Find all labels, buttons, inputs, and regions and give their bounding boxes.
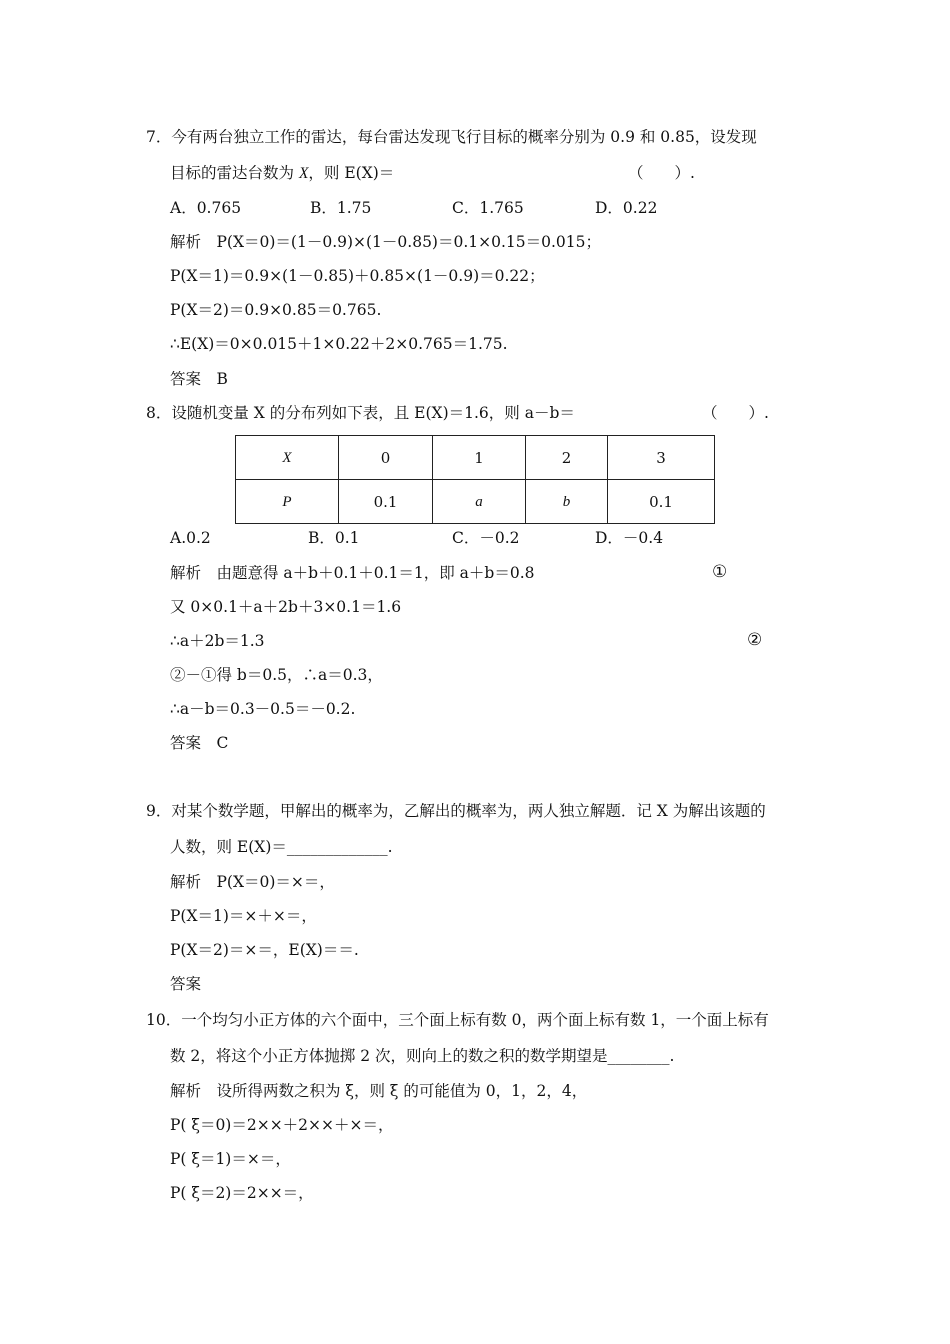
q7-option-b: B．1.75	[310, 199, 372, 217]
table-row	[236, 436, 715, 480]
q10-solution-line4: P( ξ＝2)＝2××＝，	[170, 1184, 314, 1202]
q7-solution-line2: P(X＝1)＝0.9×(1－0.85)＋0.85×(1－0.9)＝0.22；	[170, 267, 545, 285]
table-cell: X	[236, 436, 339, 480]
table-cell: P	[236, 480, 339, 524]
q8-solution-line2: 又 0×0.1＋a＋2b＋3×0.1＝1.6	[170, 598, 402, 616]
q7-stem-prefix: 目标的雷达台数为	[170, 164, 299, 182]
q9-solution-line3: P(X＝2)＝×＝，E(X)＝＝.	[170, 941, 359, 959]
q8-option-d: D．－0.4	[595, 529, 664, 547]
q8-option-a: A.0.2	[170, 529, 211, 547]
q8-solution-line5: ∴a－b＝0.3－0.5＝－0.2.	[170, 700, 356, 718]
q8-bracket: （ ）.	[702, 404, 769, 422]
q8-solution-line4: ②－①得 b＝0.5，∴a＝0.3，	[170, 666, 383, 684]
q7-var: X	[298, 165, 309, 182]
table-cell: 2	[526, 436, 608, 480]
table-cell: 0	[339, 436, 433, 480]
q10-solution-line1: 解析 设所得两数之积为 ξ，则 ξ 的可能值为 0，1，2，4，	[170, 1082, 588, 1100]
q7-bracket: （ ）.	[628, 164, 695, 182]
table-cell: 0.1	[339, 480, 433, 524]
q9-stem-line1: 9．对某个数学题，甲解出的概率为，乙解出的概率为，两人独立解题．记 X 为解出该题的	[146, 802, 766, 820]
equation-marker-2: ②	[747, 630, 763, 650]
q7-answer: 答案 B	[170, 370, 228, 388]
q7-stem-line2	[170, 163, 394, 184]
q9-answer: 答案	[170, 975, 202, 993]
q10-stem-line1: 10．一个均匀小正方体的六个面中，三个面上标有数 0，两个面上标有数 1，一个面上标有	[146, 1011, 769, 1029]
q7-option-a: A．0.765	[170, 199, 242, 217]
table-cell: b	[526, 480, 608, 524]
q8-answer: 答案 C	[170, 734, 229, 752]
q9-solution-line2: P(X＝1)＝×＋×＝，	[170, 907, 317, 925]
q8-option-c: C．－0.2	[452, 529, 520, 547]
q7-solution-line1: 解析 P(X＝0)＝(1－0.9)×(1－0.85)＝0.1×0.15＝0.015；	[170, 233, 602, 251]
q8-stem-line1: 8．设随机变量 X 的分布列如下表，且 E(X)＝1.6，则 a－b＝	[146, 404, 575, 422]
q10-solution-line2: P( ξ＝0)＝2××＋2××＋×＝，	[170, 1116, 394, 1134]
q7-stem-mid: ，则	[308, 164, 345, 182]
q7-option-d: D．0.22	[595, 199, 658, 217]
q10-stem-line2: 数 2，将这个小正方体抛掷 2 次，则向上的数之积的数学期望是________.	[170, 1047, 675, 1065]
q7-stem-line1: 7．今有两台独立工作的雷达，每台雷达发现飞行目标的概率分别为 0.9 和 0.85，设发现	[146, 128, 757, 146]
table-cell: 0.1	[608, 480, 715, 524]
table-cell: a	[433, 480, 526, 524]
q8-option-b: B．0.1	[308, 529, 360, 547]
q7-option-c: C．1.765	[452, 199, 524, 217]
table-cell: 3	[608, 436, 715, 480]
q7-stem-expr: E(X)＝	[344, 164, 395, 182]
q8-solution-line1: 解析 由题意得 a＋b＋0.1＋0.1＝1，即 a＋b＝0.8	[170, 564, 535, 582]
q8-solution-line3: ∴a＋2b＝1.3	[170, 632, 265, 650]
q9-solution-line1: 解析 P(X＝0)＝×＝，	[170, 873, 335, 891]
q10-solution-line3: P( ξ＝1)＝×＝，	[170, 1150, 291, 1168]
distribution-table	[235, 435, 715, 524]
q9-stem-line2: 人数，则 E(X)＝_____________.	[170, 838, 393, 856]
table-row	[236, 480, 715, 524]
q7-solution-line4: ∴E(X)＝0×0.015＋1×0.22＋2×0.765＝1.75.	[170, 335, 508, 353]
q7-solution-line3: P(X＝2)＝0.9×0.85＝0.765.	[170, 301, 382, 319]
equation-marker-1: ①	[712, 562, 728, 582]
table-cell: 1	[433, 436, 526, 480]
